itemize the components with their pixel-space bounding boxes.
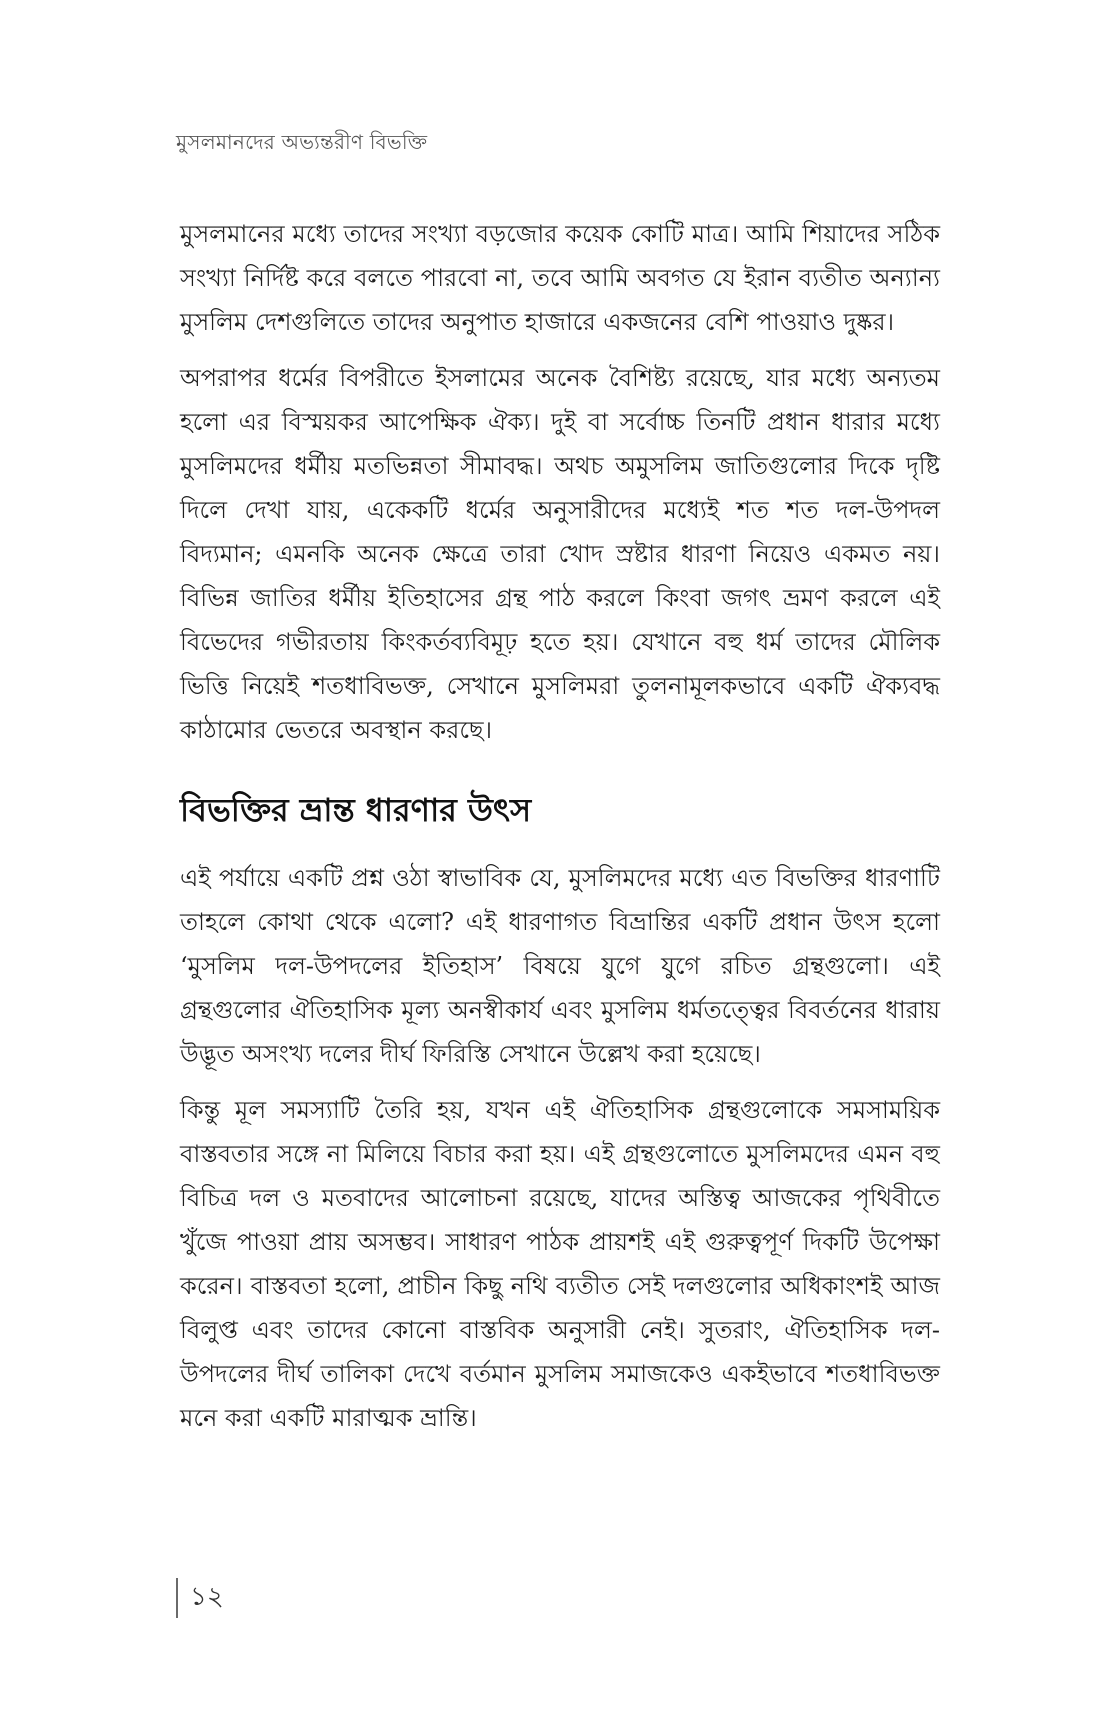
paragraph-1: মুসলমানের মধ্যে তাদের সংখ্যা বড়জোর কয়েক কোটি মাত্র। আমি শিয়াদের সঠিক সংখ্যা নির্দিষ্ট করে বলতে পারবো না, তবে আমি অবগত যে ইরান ব্যতীত অন্যান্য মুসলিম দেশগুলিতে তাদের অনুপাত হাজারে একজনের বেশি পাওয়াও দুষ্কর। [180,220,940,336]
running-header: মুসলমানদের অভ্যন্তরীণ বিভক্তি [176,130,428,154]
section-heading: বিভক্তির ভ্রান্ত ধারণার উৎস [180,791,532,829]
page-body [180,212,940,1452]
footer-divider [176,1578,178,1618]
paragraph-3: এই পর্যায়ে একটি প্রশ্ন ওঠা স্বাভাবিক যে, মুসলিমদের মধ্যে এত বিভক্তির ধারণাটি তাহলে কোথা থেকে এলো? এই ধারণাগত বিভ্রান্তির একটি প্রধান উৎস হলো ‘মুসলিম দল-উপদলের ইতিহাস’ বিষয়ে যুগে যুগে রচিত গ্রন্থগুলো। এই গ্রন্থগুলোর ঐতিহাসিক মূল্য অনস্বীকার্য এবং মুসলিম ধর্মতত্ত্বের বিবর্তনের ধারায় উদ্ভূত অসংখ্য দলের দীর্ঘ ফিরিস্তি সেখানে উল্লেখ করা হয়েছে। [180,864,940,1068]
page-number: ১২ [190,1582,224,1612]
paragraph-4: কিন্তু মূল সমস্যাটি তৈরি হয়, যখন এই ঐতিহাসিক গ্রন্থগুলোকে সমসাময়িক বাস্তবতার সঙ্গে না মিলিয়ে বিচার করা হয়। এই গ্রন্থগুলোতে মুসলিমদের এমন বহু বিচিত্র দল ও মতবাদের আলোচনা রয়েছে, যাদের অস্তিত্ব আজকের পৃথিবীতে খুঁজে পাওয়া প্রায় অসম্ভব। সাধারণ পাঠক প্রায়শই এই গুরুত্বপূর্ণ দিকটি উপেক্ষা করেন। বাস্তবতা হলো, প্রাচীন কিছু নথি ব্যতীত সেই দলগুলোর অধিকাংশই আজ বিলুপ্ত এবং তাদের কোনো বাস্তবিক অনুসারী নেই। সুতরাং, ঐতিহাসিক দল-উপদলের দীর্ঘ তালিকা দেখে বর্তমান মুসলিম সমাজকেও একইভাবে শতধাবিভক্ত মনে করা একটি মারাত্মক ভ্রান্তি। [180,1096,940,1432]
paragraph-2: অপরাপর ধর্মের বিপরীতে ইসলামের অনেক বৈশিষ্ট্য রয়েছে, যার মধ্যে অন্যতম হলো এর বিস্ময়কর আপেক্ষিক ঐক্য। দুই বা সর্বোচ্চ তিনটি প্রধান ধারার মধ্যে মুসলিমদের ধর্মীয় মতভিন্নতা সীমাবদ্ধ। অথচ অমুসলিম জাতিগুলোর দিকে দৃষ্টি দিলে দেখা যায়, একেকটি ধর্মের অনুসারীদের মধ্যেই শত শত দল-উপদল বিদ্যমান; এমনকি অনেক ক্ষেত্রে তারা খোদ স্রষ্টার ধারণা নিয়েও একমত নয়। বিভিন্ন জাতির ধর্মীয় ইতিহাসের গ্রন্থ পাঠ করলে কিংবা জগৎ ভ্রমণ করলে এই বিভেদের গভীরতায় কিংকর্তব্যবিমূঢ় হতে হয়। যেখানে বহু ধর্ম তাদের মৌলিক ভিত্তি নিয়েই শতধাবিভক্ত, সেখানে মুসলিমরা তুলনামূলকভাবে একটি ঐক্যবদ্ধ কাঠামোর ভেতরে অবস্থান করছে। [180,364,941,744]
page-footer [176,1578,224,1618]
